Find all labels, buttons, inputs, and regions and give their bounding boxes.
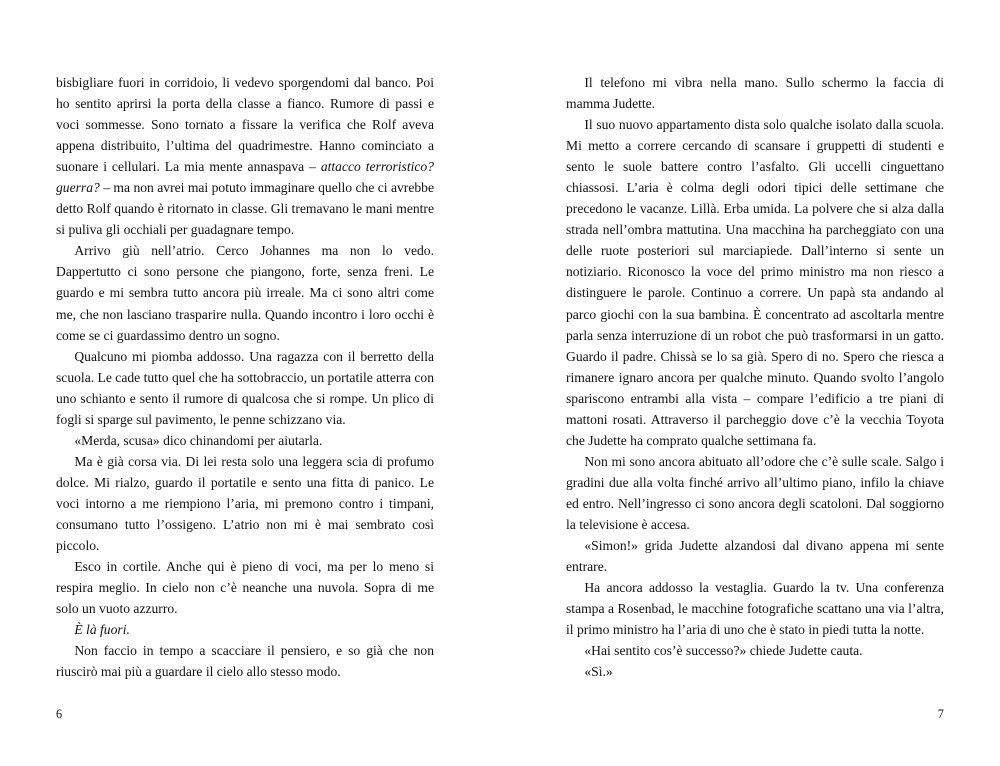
left-page-body bbox=[56, 72, 434, 682]
paragraph: Qualcuno mi piomba addosso. Una ragazza con il berretto della scuola. Le cade tutto quel che ha sottobraccio, un portatile atterra con uno schianto e sento il rumore di qualcosa che si rompe. Un plico di fogli si sparge sul pavimento, le penne schizzano via. bbox=[56, 348, 434, 427]
paragraph: «Simon!» grida Judette alzandosi dal divano appena mi sente entrare. bbox=[566, 538, 944, 575]
emphasis-text: – attacco terroristico? guerra? – bbox=[56, 159, 434, 196]
paragraph: Non mi sono ancora abituato all’odore che c’è sulle scale. Salgo i gradini due alla volta finché arrivo all’ultimo piano, infilo la chiave ed entro. Nell’ingresso ci sono ancora degli scatoloni. Dal soggiorno la televisione è accesa. bbox=[566, 453, 944, 532]
paragraph: «Sì.» bbox=[584, 664, 613, 680]
paragraph: Ma è già corsa via. Di lei resta solo una leggera scia di profumo dolce. Mi rialzo, guardo il portatile e sento una fitta di panico. Le voci intorno a me riempiono l’aria, mi premono contro i timpani, consumano tutto l’ossigeno. L’atrio non mi è mai sembrato così piccolo. bbox=[56, 453, 434, 554]
paragraph: Arrivo giù nell’atrio. Cerco Johannes ma non lo vedo. Dappertutto ci sono persone che piangono, forte, senza freni. Le guardo e mi sembra tutto ancora più irreale. Ma ci sono altri come me, che non lasciano trasparire nulla. Quando incontro i loro occhi è come se ci guardassimo dentro un sogno. bbox=[56, 243, 434, 343]
paragraph bbox=[56, 619, 434, 640]
emphasis-text: È là fuori. bbox=[74, 622, 130, 638]
right-page bbox=[500, 0, 1000, 766]
paragraph: Il telefono mi vibra nella mano. Sullo schermo la faccia di mamma Judette. bbox=[566, 75, 944, 112]
paragraph: Non faccio in tempo a scacciare il pensiero, e so già che non riuscirò mai più a guardare il cielo allo stesso modo. bbox=[56, 643, 434, 680]
paragraph: «Merda, scusa» dico chinandomi per aiutarla. bbox=[74, 432, 323, 448]
paragraph: «Hai sentito cos’è successo?» chiede Judette cauta. bbox=[584, 643, 863, 659]
paragraph: Esco in cortile. Anche qui è pieno di voci, ma per lo meno si respira meglio. In cielo non c’è neanche una nuvola. Sopra di me solo un vuoto azzurro. bbox=[56, 559, 434, 617]
page-number-left: 6 bbox=[56, 707, 63, 721]
paragraph: Ha ancora addosso la vestaglia. Guardo la tv. Una conferenza stampa a Rosenbad, le macchine fotografiche scattano una via l’altra, il primo ministro ha l’aria di uno che è stato in piedi tutta la notte. bbox=[566, 580, 944, 638]
page-number-right: 7 bbox=[937, 707, 944, 721]
paragraph: bisbigliare fuori in corridoio, li vedevo sporgendomi dal banco. Poi ho sentito aprirsi la porta della classe a fianco. Rumore di passi e voci sommesse. Sono tornato a fissare la verifica che Rolf aveva appena distribuito, l’ultima del quadrimestre. Hanno cominciato a suonare i cellulari. La mia mente annaspava – attacco terroristico? guerra? – ma non avrei mai potuto immaginare quello che ci avrebbe detto Rolf quando è ritornato in classe. Gli tremavano le mani mentre si puliva gli occhiali per guadagnare tempo. bbox=[56, 75, 434, 238]
paragraph: Il suo nuovo appartamento dista solo qualche isolato dalla scuola. Mi metto a correre cercando di scansare i gruppetti di studenti e sento le suole battere contro l’asfalto. Gli uccelli cinguettano chiassosi. L’aria è colma degli odori tipici delle settimane che precedono le vacanze. Lillà. Erba umida. La polvere che si alza dalla strada nell’ombra mattutina. Una macchina ha parcheggiato con una delle ruote posteriori sul marciapiede. Dall’interno si sente un notiziario. Riconosco la voce del primo ministro ma non riesco a distinguere le parole. Continuo a correre. Un papà sta andando al parco giochi con la sua bambina. È concentrato ad ascoltarla mentre parla senza interruzione di un robot che può trasformarsi in un gatto. Guardo il padre. Chissà se lo sa già. Spero di no. Spero che riesca a rimanere ignaro ancora per qualche minuto. Quando svolto l’angolo spariscono entrambi alla vista – compare l’edificio a tre piani di mattoni rosati. Attraverso il parcheggio dove c’è la vecchia Toyota che Judette ha comprato qualche settimana fa. bbox=[566, 117, 944, 448]
right-page-body bbox=[566, 72, 944, 682]
